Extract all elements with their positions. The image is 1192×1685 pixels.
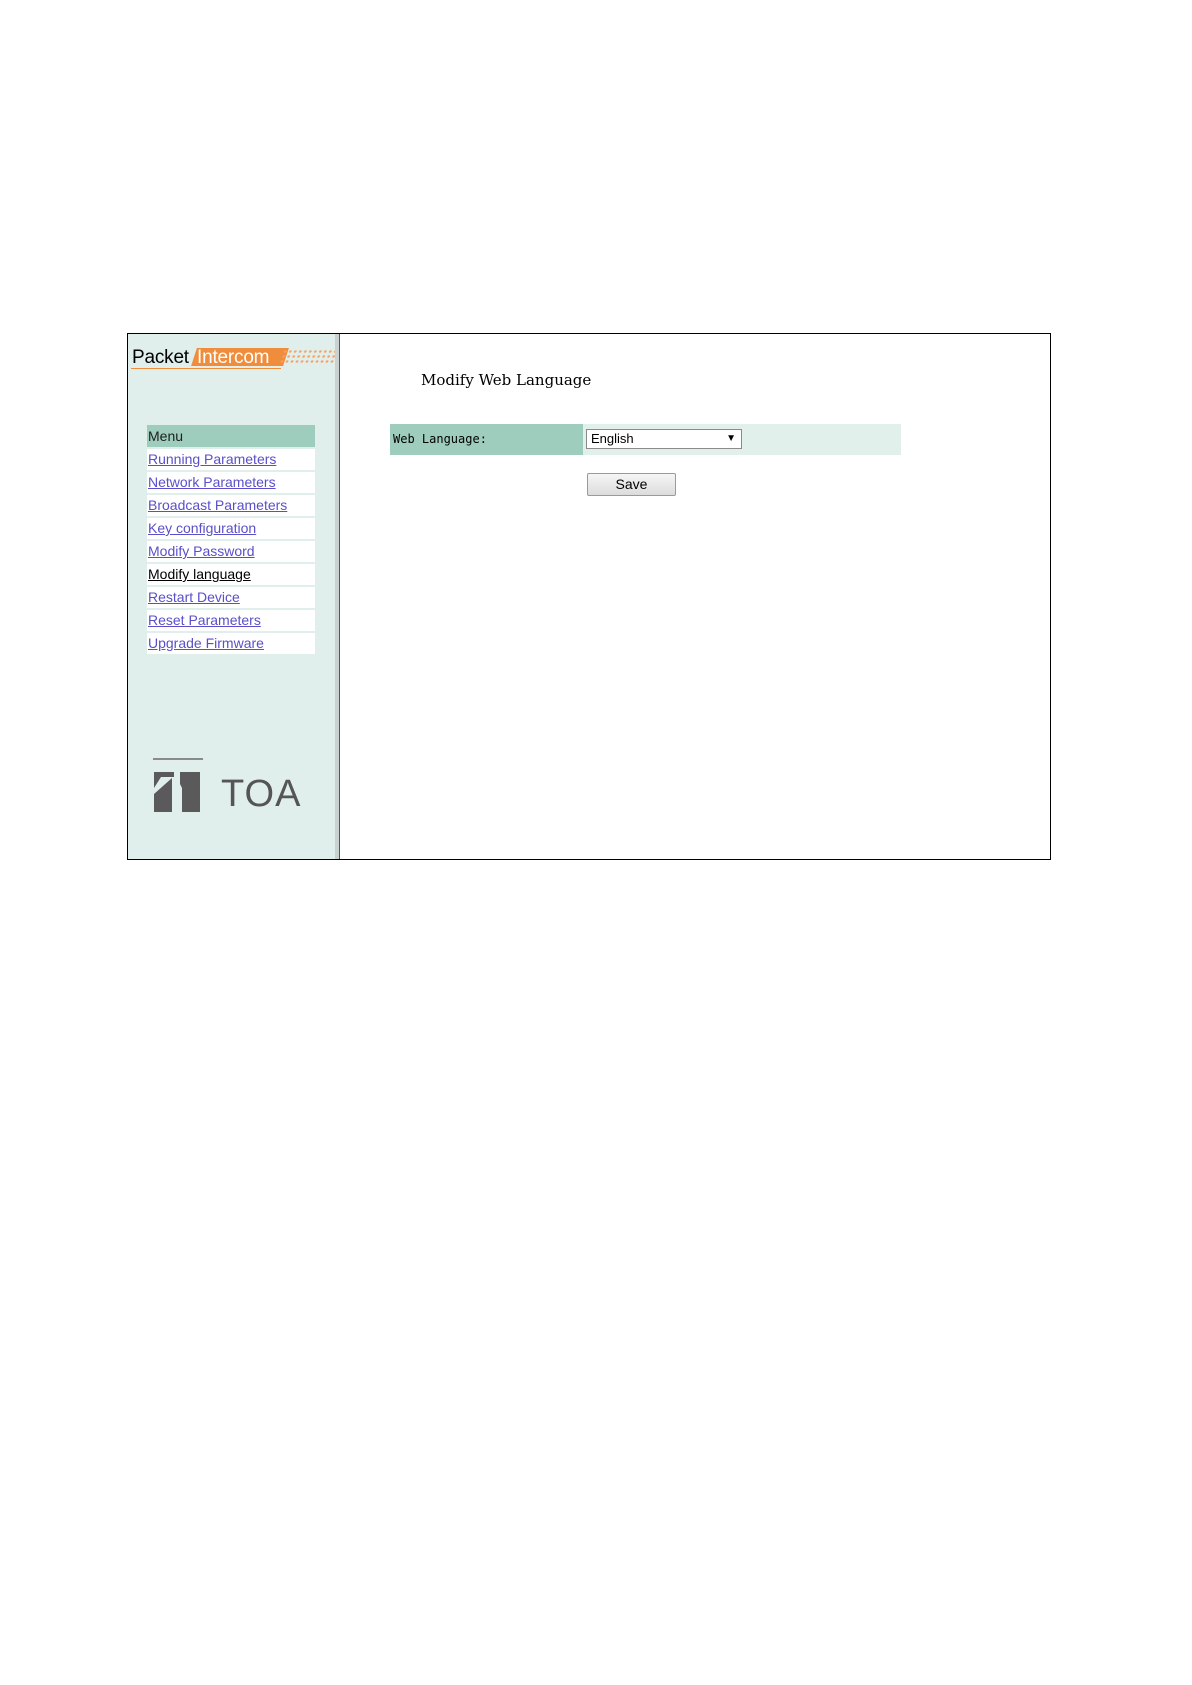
sidebar-item-upgrade-firmware[interactable]: Upgrade Firmware — [147, 633, 315, 654]
sidebar — [128, 334, 335, 859]
sidebar-item-broadcast-parameters[interactable]: Broadcast Parameters — [147, 495, 315, 516]
dropdown-arrow-icon: ▼ — [726, 433, 736, 444]
main-content — [341, 334, 1050, 859]
sidebar-item-network-parameters[interactable]: Network Parameters — [147, 472, 315, 493]
toa-logo-bar — [153, 758, 203, 760]
toa-mark-icon — [152, 766, 204, 812]
menu-header: Menu — [147, 425, 315, 447]
sidebar-item-reset-parameters[interactable]: Reset Parameters — [147, 610, 315, 631]
frame-splitter[interactable] — [335, 334, 340, 859]
web-language-row — [390, 424, 901, 455]
web-language-label: Web Language: — [390, 424, 583, 455]
browser-frame — [127, 333, 1051, 860]
web-language-value: English — [591, 431, 634, 446]
sidebar-item-key-configuration[interactable]: Key configuration — [147, 518, 315, 539]
page-title: Modify Web Language — [421, 371, 592, 389]
sidebar-item-modify-language[interactable]: Modify language — [147, 564, 315, 585]
sidebar-menu — [147, 425, 315, 654]
web-language-select[interactable] — [586, 429, 742, 449]
save-button[interactable]: Save — [587, 473, 676, 496]
logo-word-intercom: Intercom — [197, 347, 270, 368]
packet-intercom-logo — [131, 346, 336, 372]
sidebar-item-restart-device[interactable]: Restart Device — [147, 587, 315, 608]
toa-logo — [152, 758, 302, 814]
sidebar-item-running-parameters[interactable]: Running Parameters — [147, 449, 315, 470]
logo-word-packet: Packet — [132, 347, 189, 368]
logo-dots — [278, 349, 337, 365]
sidebar-item-modify-password[interactable]: Modify Password — [147, 541, 315, 562]
toa-wordmark: TOA — [221, 773, 302, 815]
